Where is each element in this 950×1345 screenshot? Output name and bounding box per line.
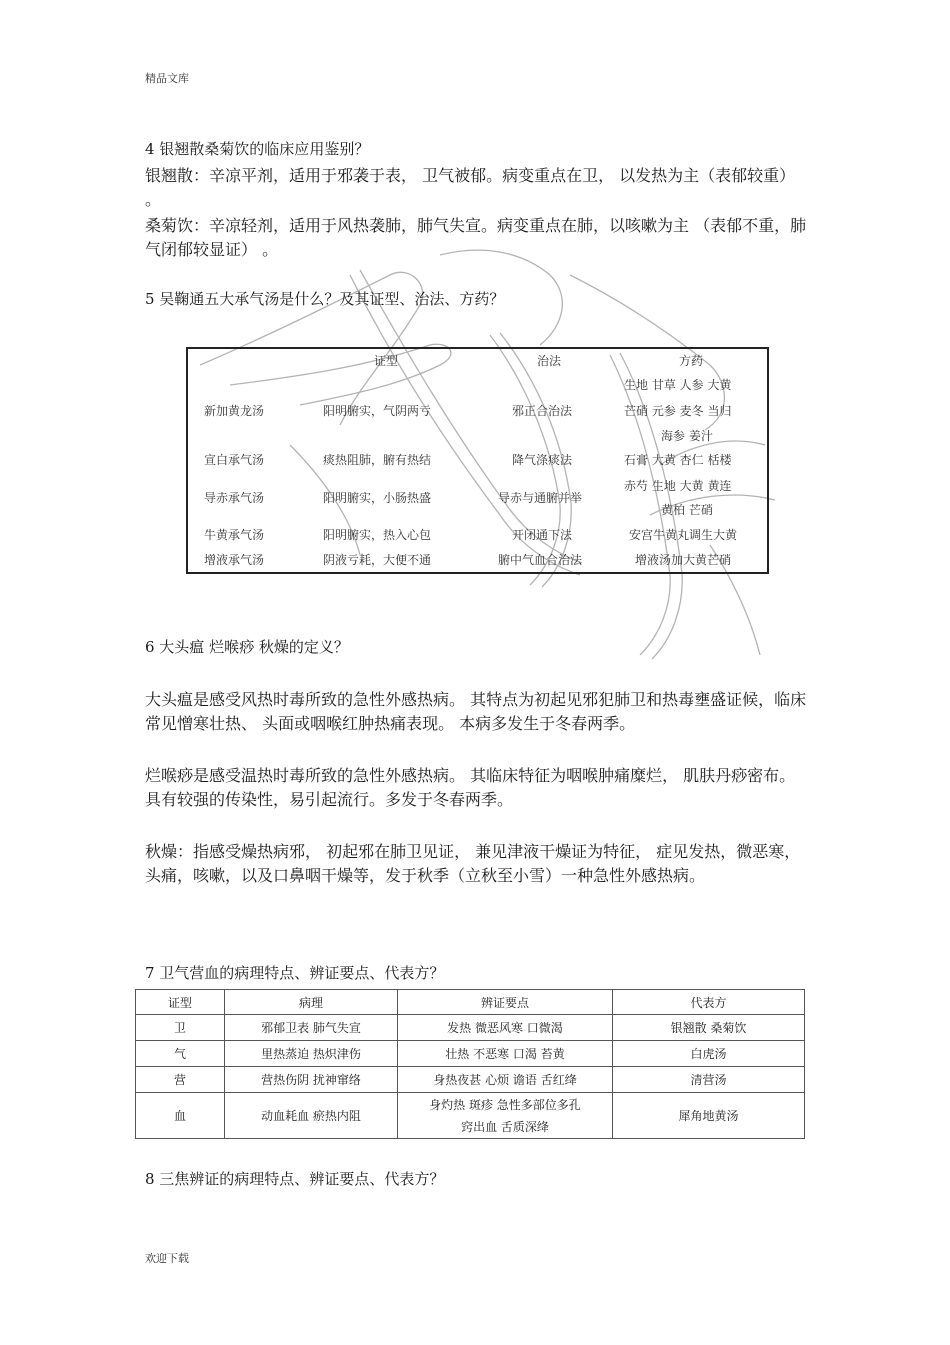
chengqi-row-syndrome: 阳明腑实，小肠热盛 xyxy=(323,491,432,505)
column-header: 病理 xyxy=(225,990,398,1015)
question-6-title: 6 大头瘟 烂喉痧 秋燥的定义？ xyxy=(145,638,349,656)
pathology-cell: 里热蒸迫 热炽津伤 xyxy=(225,1041,398,1067)
question-6-paragraph-3: 秋燥：指感受燥热病邪， 初起邪在肺卫见证， 兼见津液干燥证为特征， 症见发热，微恶寒，头痛，咳嗽，以及口鼻咽干燥等，发于秋季（立秋至小雪）一种急性外感热病。 xyxy=(145,842,801,885)
formula-cell: 银翘散 桑菊饮 xyxy=(613,1015,805,1041)
chengqi-row-syndrome: 痰热阻肺，腑有热结 xyxy=(323,453,432,467)
keypoints-line: 身灼热 斑疹 急性多部位多孔 xyxy=(429,1097,581,1112)
chengqi-header-method: 治法 xyxy=(537,354,562,368)
page-header: 精品文库 xyxy=(145,72,189,85)
chengqi-table xyxy=(186,347,769,574)
table-row xyxy=(136,1093,805,1139)
question-6-paragraph-1: 大头瘟是感受风热时毒所致的急性外感热病。 其特点为初起见邪犯肺卫和热毒壅盛证候，临床常见憎寒壮热、 头面或咽喉红肿热痛表现。 本病多发生于冬春两季。 xyxy=(145,690,807,733)
formula-cell: 清营汤 xyxy=(613,1067,805,1093)
chengqi-row-method: 邪正合治法 xyxy=(512,404,573,418)
chengqi-row-syndrome: 阴液亏耗，大便不通 xyxy=(323,553,432,567)
question-6-paragraph-2: 烂喉痧是感受温热时毒所致的急性外感热病。 其临床特征为咽喉肿痛糜烂， 肌肤丹痧密布。具有较强的传染性，易引起流行。多发于冬春两季。 xyxy=(145,766,796,809)
column-header: 辨证要点 xyxy=(398,990,613,1015)
table-row xyxy=(136,1067,805,1093)
question-4-title: 4 银翘散桑菊饮的临床应用鉴别？ xyxy=(145,140,370,158)
pathology-cell: 动血耗血 瘀热内阻 xyxy=(225,1093,398,1139)
type-cell: 气 xyxy=(136,1041,225,1067)
type-cell: 血 xyxy=(136,1093,225,1139)
question-5-title: 5 吴鞠通五大承气汤是什么？及其证型、治法、方药？ xyxy=(145,290,505,308)
formula-cell: 犀角地黄汤 xyxy=(613,1093,805,1139)
type-cell: 卫 xyxy=(136,1015,225,1041)
chengqi-row-syndrome: 阳明腑实，热入心包 xyxy=(323,528,432,542)
chengqi-row-formula: 黄柏 芒硝 xyxy=(661,503,713,517)
question-8-title: 8 三焦辨证的病理特点、辨证要点、代表方？ xyxy=(145,1170,445,1188)
question-4-paragraph-1: 银翘散：辛凉平剂，适用于邪袭于表， 卫气被郁。病变重点在卫， 以发热为主（表郁较重） 。 xyxy=(145,166,796,209)
chengqi-row-name: 牛黄承气汤 xyxy=(204,528,265,542)
chengqi-row-method: 降气涤痰法 xyxy=(512,453,573,467)
column-header: 代表方 xyxy=(613,990,805,1015)
keypoints-cell: 发热 微恶风寒 口微渴 xyxy=(398,1015,613,1041)
chengqi-row-method: 导赤与通腑并举 xyxy=(498,491,583,505)
pathology-cell: 营热伤阴 扰神窜络 xyxy=(225,1067,398,1093)
chengqi-row-formula: 海参 姜汁 xyxy=(661,429,713,443)
chengqi-row-formula: 石膏 大黄 杏仁 栝楼 xyxy=(624,453,732,467)
keypoints-line: 窍出血 舌质深绛 xyxy=(461,1119,549,1134)
question-4-paragraph-2: 桑菊饮：辛凉轻剂，适用于风热袭肺，肺气失宣。病变重点在肺，以咳嗽为主 （表郁不重，肺气闭郁较显证） 。 xyxy=(145,216,807,259)
column-header: 证型 xyxy=(136,990,225,1015)
question-7-title: 7 卫气营血的病理特点、辨证要点、代表方？ xyxy=(145,964,445,982)
chengqi-row-name: 新加黄龙汤 xyxy=(204,404,265,418)
table-row xyxy=(136,1041,805,1067)
type-cell: 营 xyxy=(136,1067,225,1093)
keypoints-cell xyxy=(398,1093,613,1139)
chengqi-row-method: 开闭通下法 xyxy=(512,528,573,542)
table-row xyxy=(136,1015,805,1041)
chengqi-row-name: 导赤承气汤 xyxy=(204,491,265,505)
chengqi-row-name: 宣白承气汤 xyxy=(204,453,265,467)
keypoints-cell: 身热夜甚 心烦 谵语 舌红绛 xyxy=(398,1067,613,1093)
chengqi-header-syndrome: 证型 xyxy=(374,354,399,368)
chengqi-row-formula: 增液汤加大黄芒硝 xyxy=(635,553,732,567)
chengqi-row-syndrome: 阳明腑实，气阴两亏 xyxy=(323,404,432,418)
chengqi-row-method: 腑中气血合治法 xyxy=(498,553,583,567)
page-footer: 欢迎下载 xyxy=(145,1252,189,1265)
chengqi-row-formula: 生地 甘草 人参 大黄 xyxy=(624,378,732,392)
formula-cell: 白虎汤 xyxy=(613,1041,805,1067)
weiqi-table xyxy=(135,989,805,1139)
keypoints-cell: 壮热 不恶寒 口渴 苔黄 xyxy=(398,1041,613,1067)
chengqi-row-formula: 芒硝 元参 麦冬 当归 xyxy=(624,404,732,418)
chengqi-row-formula: 安宫牛黄丸调生大黄 xyxy=(629,528,738,542)
chengqi-header-formula: 方药 xyxy=(679,354,704,368)
chengqi-row-name: 增液承气汤 xyxy=(204,553,265,567)
pathology-cell: 邪郁卫表 肺气失宣 xyxy=(225,1015,398,1041)
table-header-row xyxy=(136,990,805,1015)
chengqi-row-formula: 赤芍 生地 大黄 黄连 xyxy=(624,479,732,493)
